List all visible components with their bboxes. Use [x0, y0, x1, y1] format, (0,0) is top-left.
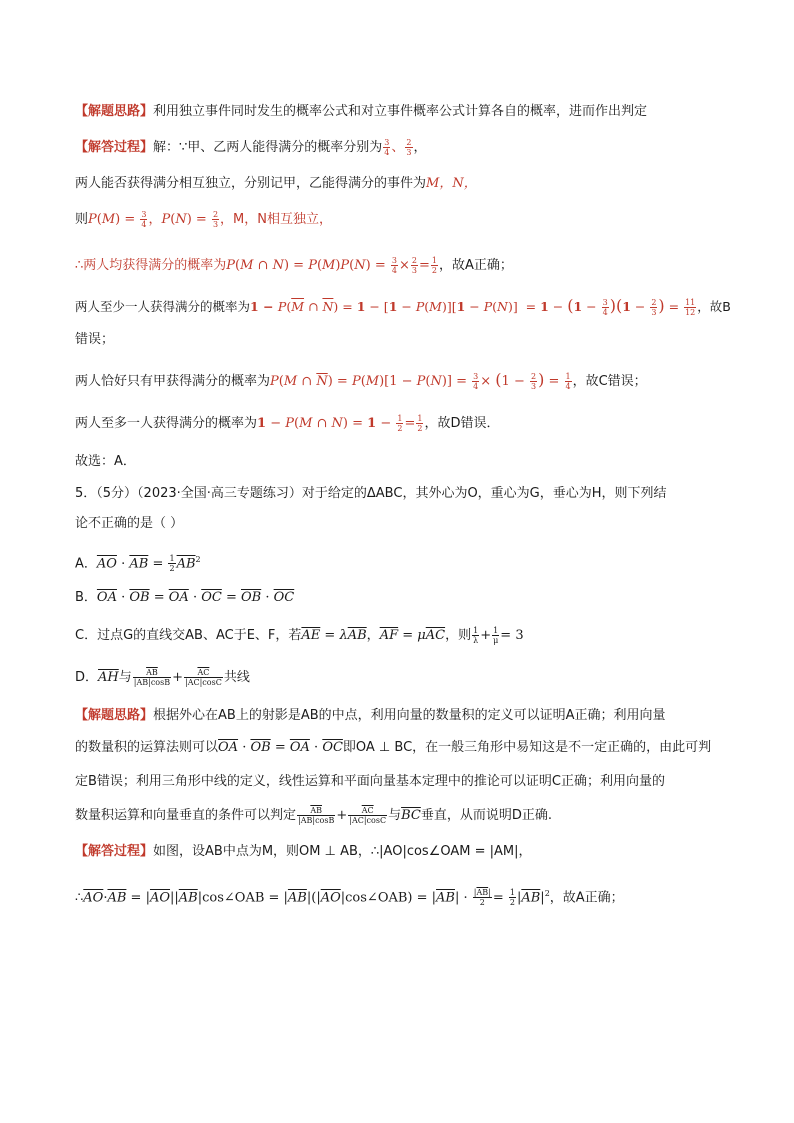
q4-idea-text: 利用独立事件同时发生的概率公式和对立事件概率公式计算各自的概率，进而作出判定: [153, 104, 648, 119]
q4-process-line-1: 【解答过程】解：∵甲、乙两人能得满分的概率分别为 $\frac{3}{4}$ 、 $\frac{2}{3}$ ，: [75, 138, 427, 157]
q4-process-line-8: 两人至多一人获得满分的概率为1 − P(M ∩ N) = 1 − $\frac{1}{2}$ = $\frac{1}{2}$ ，故D错误．: [75, 414, 500, 433]
q5-option-b: B．$\overline{OA} \cdot \overline{OB} = \overline{OA} \cdot \overline{OC} = \overline{OB} \cdot \overline{OC}$: [75, 590, 295, 605]
q5-idea-line-1: 【解题思路】根据外心在AB上的射影是AB的中点，利用向量的数量积的定义可以证明A正确；利用向量: [75, 708, 666, 723]
q5-option-d: D．$\overline{AH}$与 $\frac{\overline{AB}}{|AB|\cos B}$ + $\frac{\overline{AC}}{|AC|\cos C}$ 共线: [75, 668, 250, 687]
q4-process-line-7: 两人恰好只有甲获得满分的概率为P(M ∩ $\overline{N}) = P(M)[1 - P(N)]$ = $\frac{3}{4}$ × (1 − $\frac{2}{3}$ ) = $\frac{1}{4}$ ，故C错误；: [75, 370, 647, 391]
fraction-3-4: $\frac{3}{4}$: [384, 138, 390, 157]
q4-process-line-6: 错误；: [75, 332, 115, 347]
q5-idea-line-3: 定B错误；利用三角形中线的定义，线性运算和平面向量基本定理中的推论可以证明C正确；利用向量的: [75, 774, 665, 789]
q5-process-line-2: $\therefore\overline{AO}\cdot\overline{AB}$ = $|\overline{AO}||\overline{AB}|\cos\angle OAB$ = $|\overline{AB}|(|\overline{AO}|\cos\angle OAB) = |\overline{AB}|$ · $\frac{|\overline{AB}|}{2}$ = $\frac{1}{2}$ $|\overline{AB}|^2$，故A正确；: [75, 888, 624, 908]
q4-process-line-5: 两人至少一人获得满分的概率为$1 - P(\overline{M}$ ∩ $\overline{N}) = 1 - [1 - P(M)][1 - P(N)] = 1 - (1$ − $\frac{3}{4}$ )(1 − $\frac{2}{3}$ ) = $\frac{11}{12}$ ，故B: [75, 296, 731, 317]
q5-stem-line-1: 5．（5分）（2023·全国·高三专题练习）对于给定的ΔABC，其外心为O，重心为G，垂心为H，则下列结: [75, 486, 667, 501]
q5-option-a: A．$\overline{AO} \cdot \overline{AB}$ = $\frac{1}{2}$ $\overline{AB}^2$: [75, 554, 201, 574]
q5-idea-line-2: 的数量积的运算法则可以$\overline{OA} \cdot \overline{OB} = \overline{OA} \cdot \overline{OC}$即OA ⊥ BC，在一般三角形中易知这是不一定正确的，由此可判: [75, 740, 712, 755]
q5-idea-line-4: 数量积运算和向量垂直的条件可以判定 $\frac{\overline{AB}}{|AB|\cos B}$ + $\frac{\overline{AC}}{|AC|\cos C}$ 与$\overline{BC}$垂直，从而说明D正确.: [75, 806, 552, 825]
process-label: 【解答过程】: [75, 140, 154, 155]
q4-process-line-3: 则P(M) = $\frac{3}{4}$ ，P(N) = $\frac{2}{3}$ ，M，N相互独立，: [75, 210, 332, 229]
q5-option-c: C．过点G的直线交AB、AC于E、F，若$\overline{AE} = \lambda\overline{AB}$，$\overline{AF} = \mu\overline{AC}$，则 $\frac{1}{\lambda}$ + $\frac{1}{\mu}$ = 3: [75, 626, 524, 645]
q5-stem-line-2: 论不正确的是（ ）: [75, 516, 184, 531]
q4-idea-line: [75, 102, 720, 122]
fraction-2-3: $\frac{2}{3}$: [406, 138, 412, 157]
q4-process-line-2: 两人能否获得满分相互独立，分别记甲，乙能得满分的事件为M，N，: [75, 176, 477, 191]
q4-process-line-4: ∴两人均获得满分的概率为P(M ∩ N) = P(M)P(N) = $\frac{3}{4}$ × $\frac{2}{3}$ = $\frac{1}{2}$ ，故A正确；: [75, 256, 513, 275]
q5-process-line-1: 【解答过程】如图，设AB中点为M，则OM ⊥ AB，∴|AO|cos∠OAM = |AM|，: [75, 844, 532, 859]
idea-label: 【解题思路】: [75, 104, 154, 119]
q4-answer: 故选：A．: [75, 454, 136, 469]
